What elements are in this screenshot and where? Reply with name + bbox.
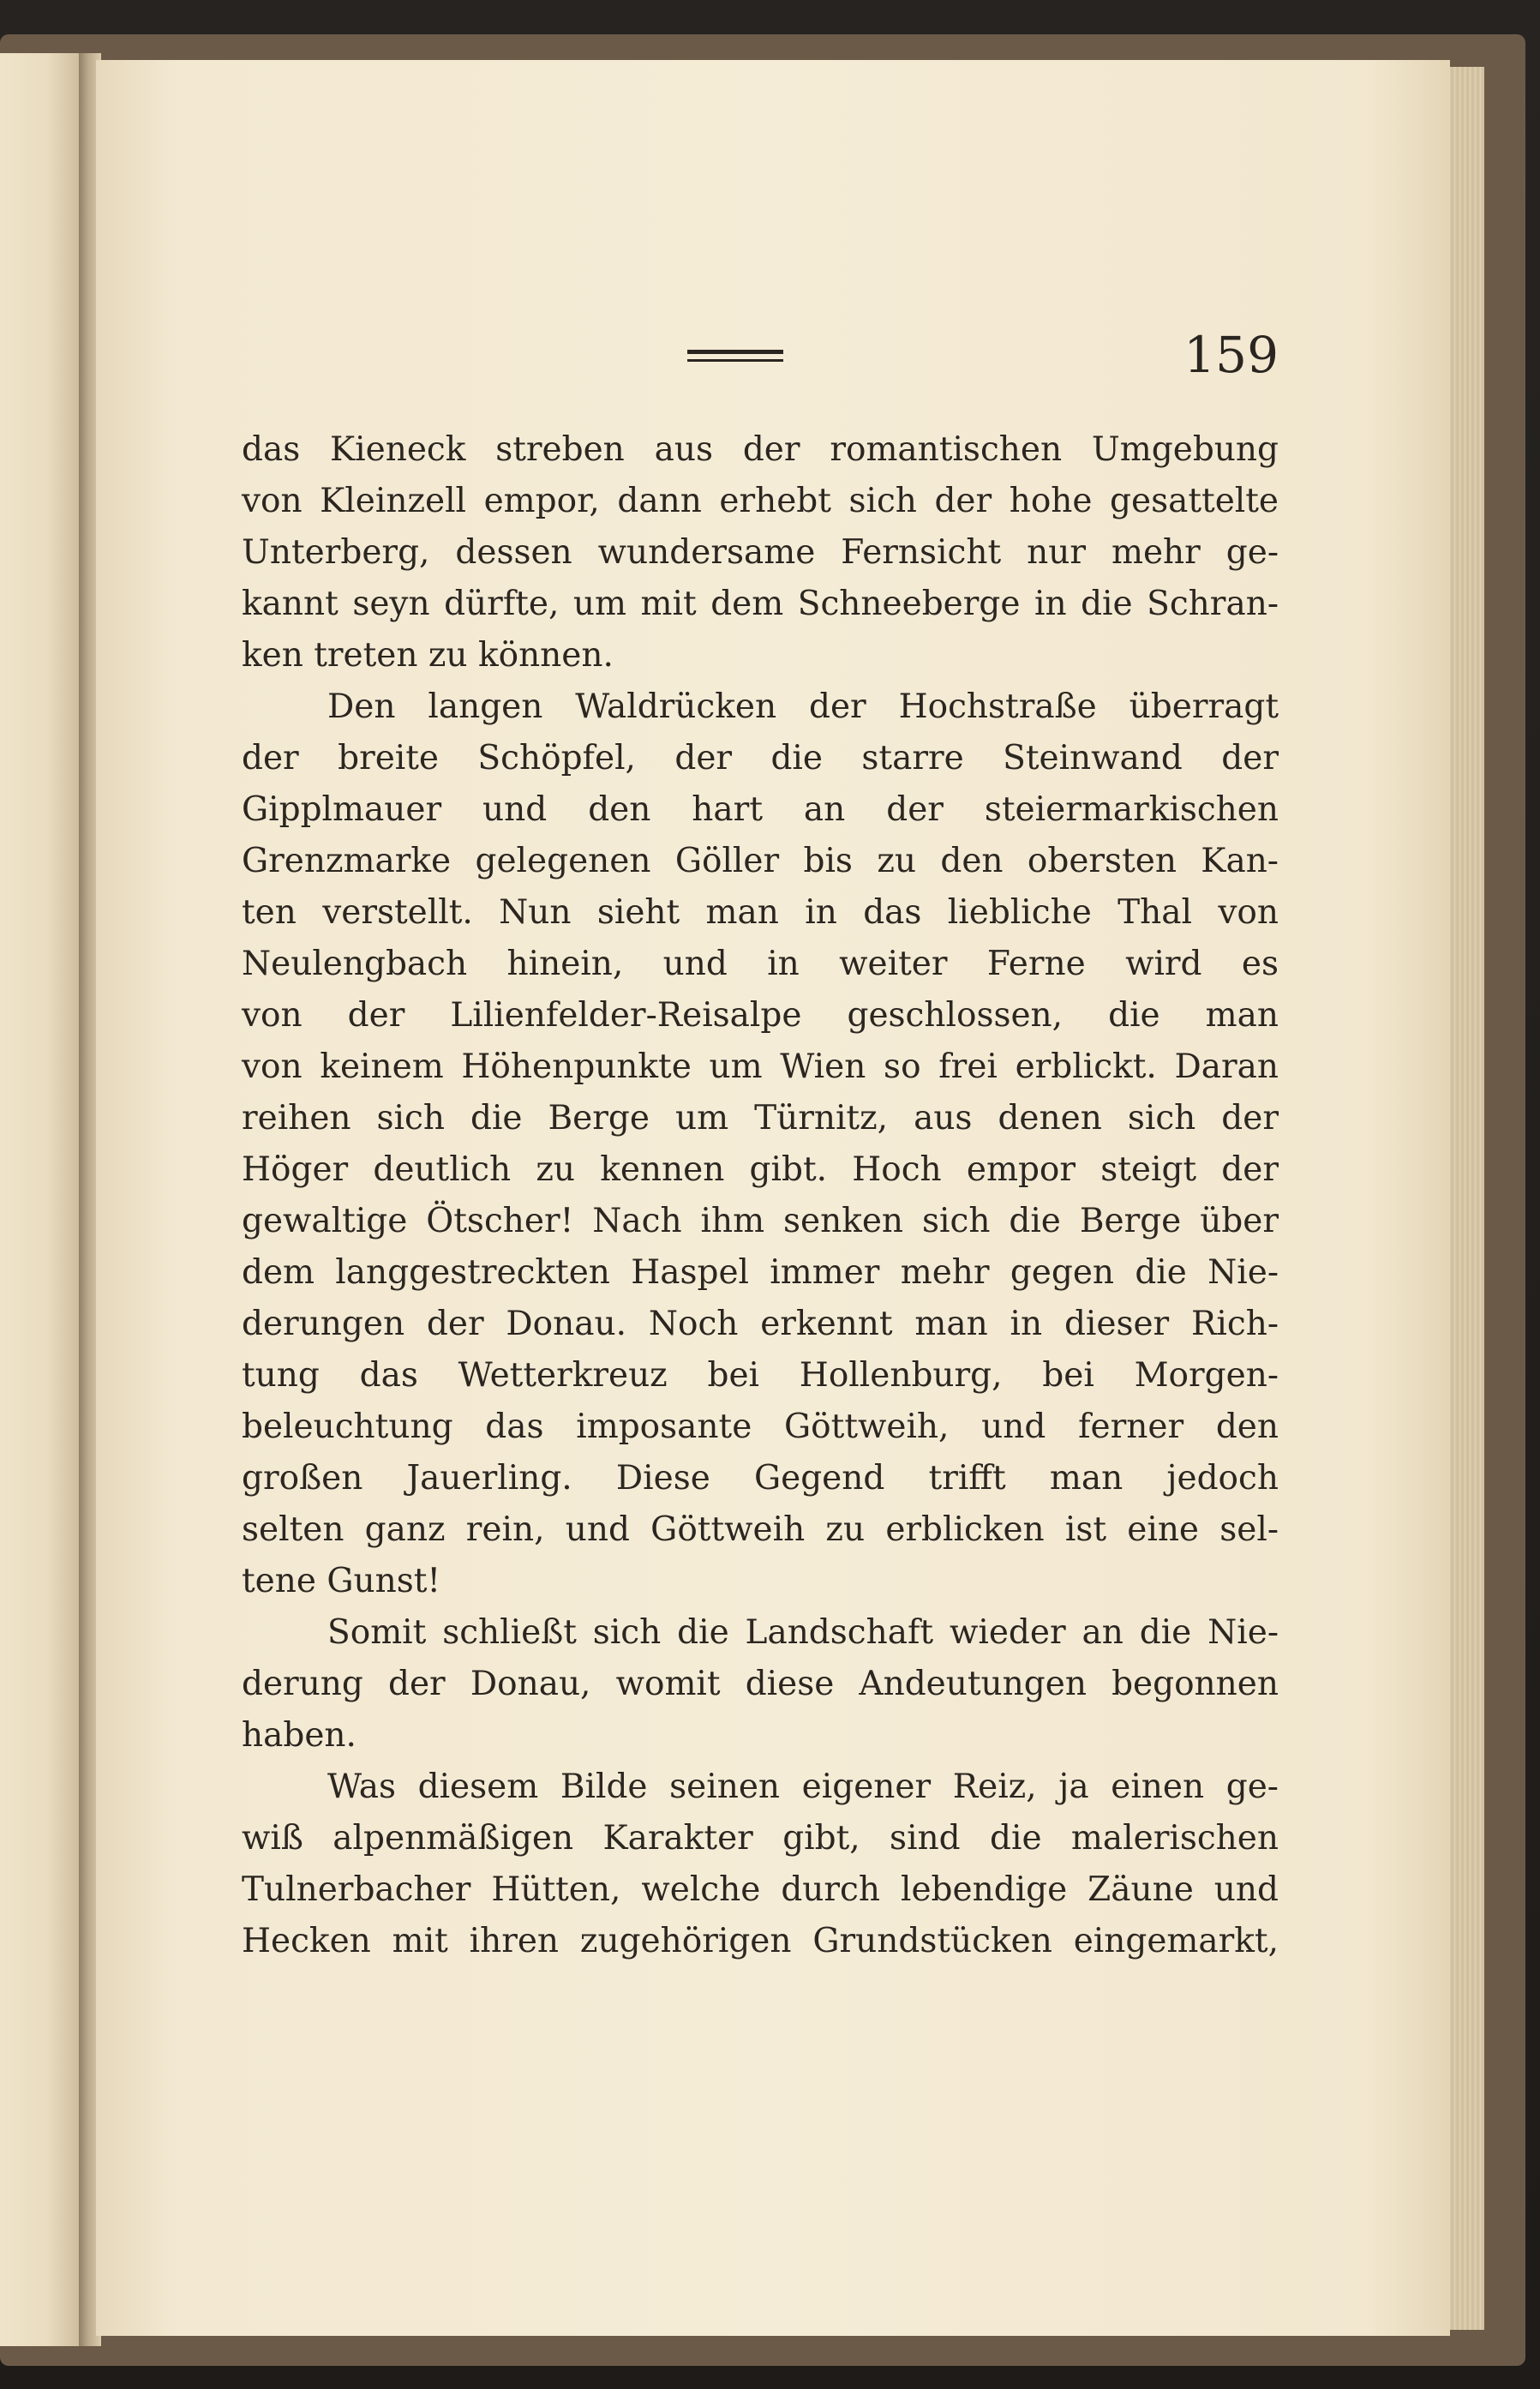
- text-line: kannt seyn dürfte, um mit dem Schneeberge in die Schran-: [242, 585, 1279, 623]
- text-line: ten verstellt. Nun sieht man in das liebliche Thal von: [242, 893, 1279, 932]
- text-line: Höger deutlich zu kennen gibt. Hoch empor steigt der: [242, 1150, 1279, 1189]
- text-line: reihen sich die Berge um Türnitz, aus denen sich der: [242, 1099, 1279, 1137]
- page-stack-edge: [1450, 67, 1484, 2330]
- text-line: wiß alpenmäßigen Karakter gibt, sind die malerischen: [242, 1819, 1279, 1858]
- text-line: das Kieneck streben aus der romantischen Umgebung: [242, 430, 1279, 469]
- left-page-edge: [0, 53, 79, 2346]
- body-text: [242, 424, 1279, 1967]
- text-line: tene Gunst!: [242, 1562, 441, 1600]
- text-line: dem langgestreckten Haspel immer mehr gegen die Nie-: [242, 1253, 1279, 1292]
- text-line: der breite Schöpfel, der die starre Steinwand der: [242, 739, 1279, 777]
- text-line: derung der Donau, womit diese Andeutungen begonnen: [242, 1665, 1279, 1703]
- text-line: haben.: [242, 1716, 357, 1755]
- text-line: großen Jauerling. Diese Gegend trifft man jedoch: [242, 1459, 1279, 1498]
- page-header: [242, 326, 1279, 386]
- paragraph-start-line: Was diesem Bilde seinen eigener Reiz, ja einen ge-: [327, 1768, 1279, 1806]
- text-line: ken treten zu können.: [242, 636, 614, 675]
- text-line: Hecken mit ihren zugehörigen Grundstücken eingemarkt,: [242, 1922, 1279, 1960]
- text-line: derungen der Donau. Noch erkennt man in dieser Rich-: [242, 1305, 1279, 1343]
- text-line: gewaltige Ötscher! Nach ihm senken sich die Berge über: [242, 1202, 1279, 1240]
- page-number: 159: [1183, 326, 1279, 384]
- text-line: beleuchtung das imposante Göttweih, und ferner den: [242, 1408, 1279, 1446]
- paragraph-start-line: Somit schließt sich die Landschaft wieder an die Nie-: [327, 1613, 1279, 1652]
- paragraph-start-line: Den langen Waldrücken der Hochstraße überragt: [327, 687, 1279, 726]
- text-line: Gipplmauer und den hart an der steiermarkischen: [242, 790, 1279, 829]
- header-rule: [687, 350, 783, 362]
- text-line: von der Lilienfelder-Reisalpe geschlossen, die man: [242, 996, 1279, 1035]
- text-line: Tulnerbacher Hütten, welche durch lebendige Zäune und: [242, 1870, 1279, 1909]
- text-line: Grenzmarke gelegenen Göller bis zu den obersten Kan-: [242, 842, 1279, 880]
- text-line: von keinem Höhenpunkte um Wien so frei erblickt. Daran: [242, 1047, 1279, 1086]
- text-line: Neulengbach hinein, und in weiter Ferne wird es: [242, 945, 1279, 983]
- text-line: tung das Wetterkreuz bei Hollenburg, bei Morgen-: [242, 1356, 1279, 1395]
- text-line: selten ganz rein, und Göttweih zu erblicken ist eine sel-: [242, 1510, 1279, 1549]
- text-line: Unterberg, dessen wundersame Fernsicht nur mehr ge-: [242, 533, 1279, 572]
- text-line: von Kleinzell empor, dann erhebt sich der hohe gesattelte: [242, 482, 1279, 520]
